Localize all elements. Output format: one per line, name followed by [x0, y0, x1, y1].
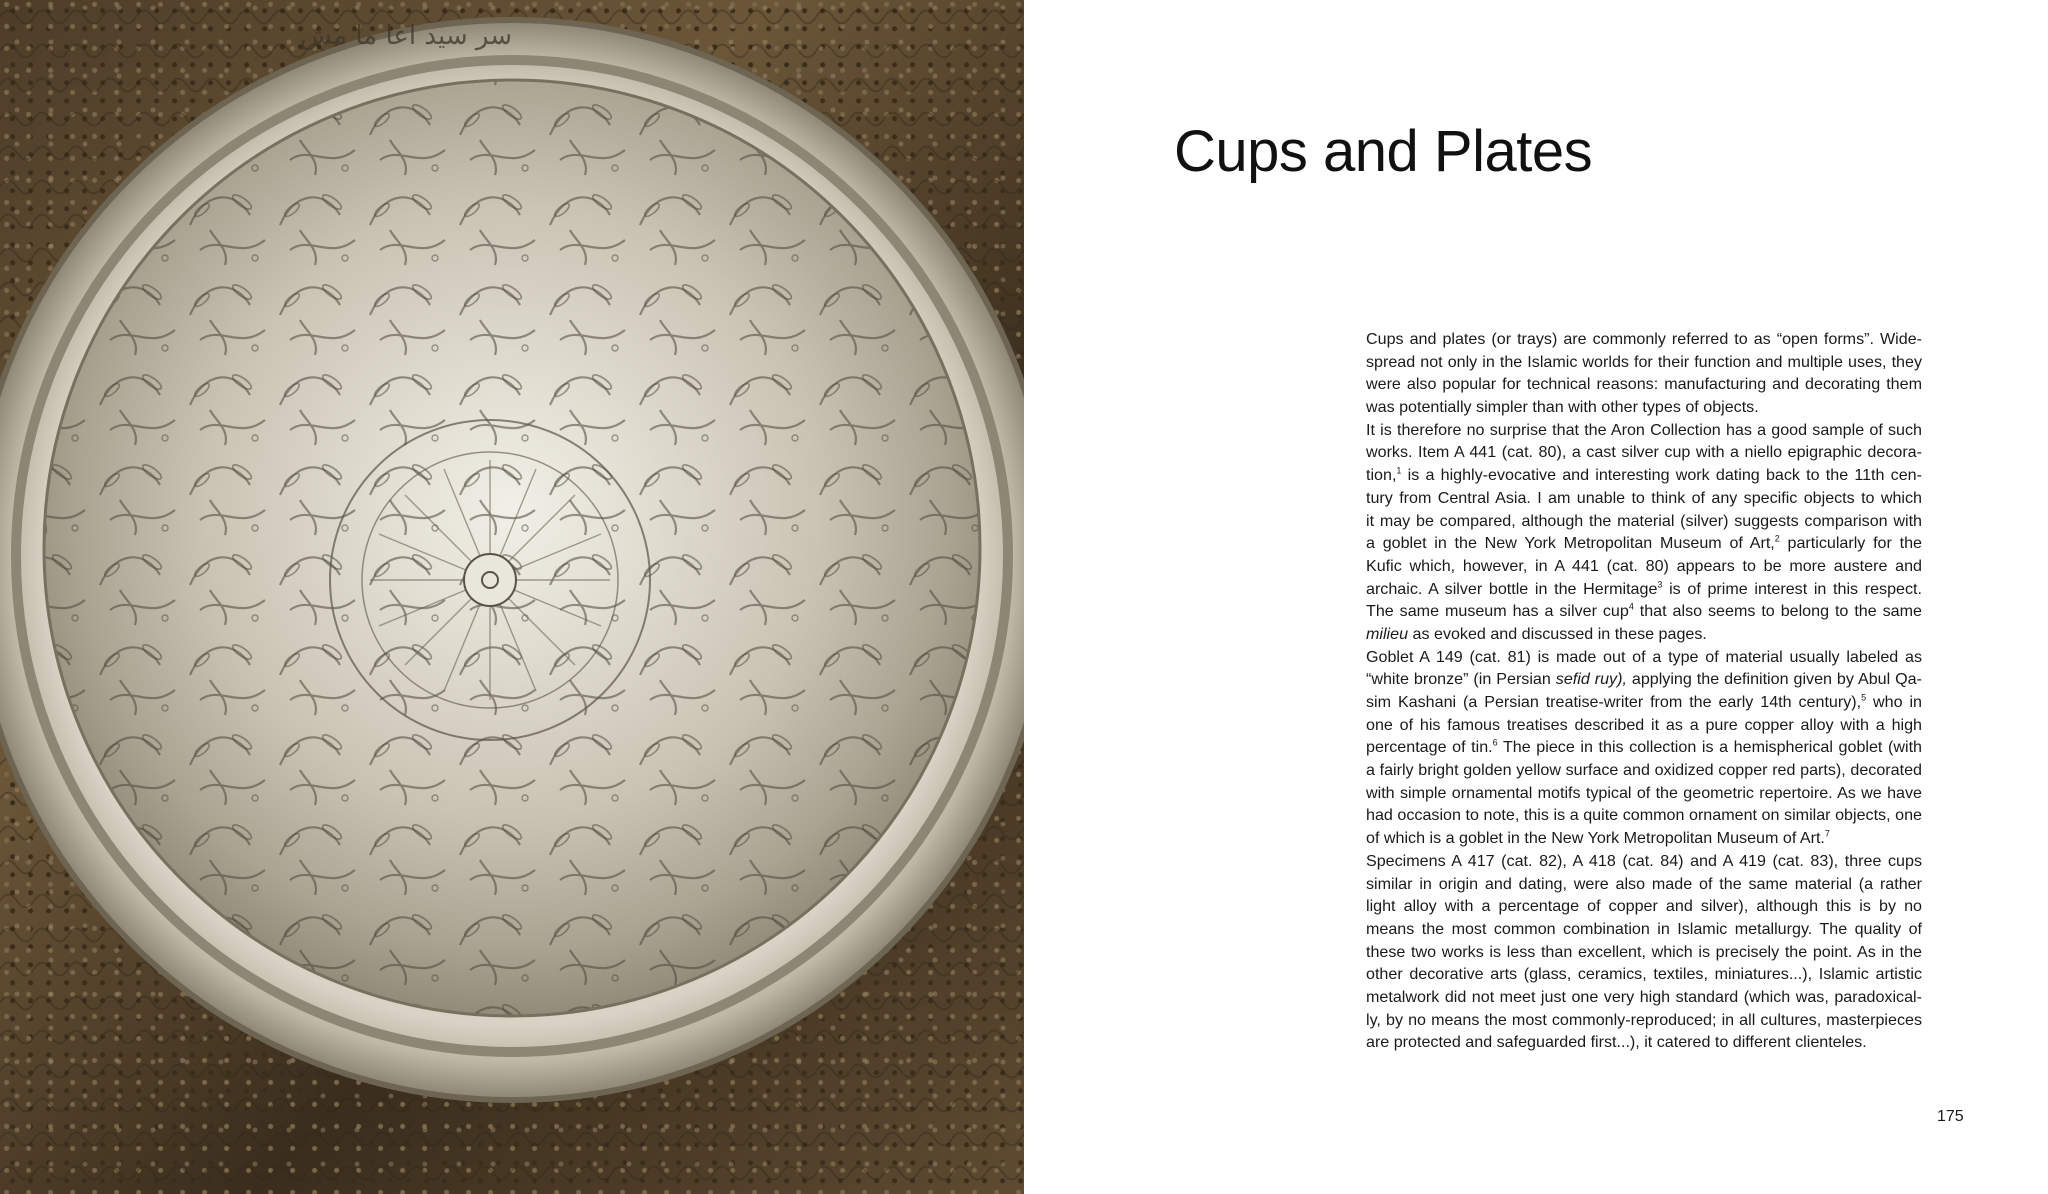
body-line [1366, 1031, 1922, 1054]
body-line [1366, 918, 1922, 941]
body-line [1366, 532, 1922, 555]
footnote-ref: 4 [1628, 601, 1634, 612]
body-line [1366, 646, 1922, 669]
body-line [1366, 351, 1922, 374]
text-run: that also seems to belong to the same [1633, 602, 1922, 621]
body-line [1366, 328, 1922, 351]
text-run: spread not only in the Islamic worlds for their function and multiple uses, they [1366, 352, 1922, 371]
body-line [1366, 804, 1922, 827]
body-line [1366, 941, 1922, 964]
body-text [1366, 328, 1922, 1054]
text-run: one of his famous treatises described it as a pure copper alloy with a high [1366, 715, 1922, 734]
body-line [1366, 464, 1922, 487]
text-run: The same museum has a silver cup [1366, 602, 1629, 621]
text-run: works. Item A 441 (cat. 80), a cast silver cup with a niello epigraphic decora- [1366, 443, 1922, 462]
text-run: is of prime interest in this respect. [1662, 579, 1922, 598]
body-line [1366, 578, 1922, 601]
text-run: metalwork did not meet just one very high standard (which was, paradoxical- [1366, 987, 1922, 1006]
body-line [1366, 487, 1922, 510]
text-run: other decorative arts (glass, ceramics, textiles, miniatures...), Islamic artistic [1366, 965, 1922, 984]
footnote-ref: 3 [1657, 579, 1663, 590]
text-run: as evoked and discussed in these pages. [1408, 624, 1707, 643]
text-run: who in [1866, 693, 1922, 711]
body-line [1366, 782, 1922, 805]
body-line [1366, 441, 1922, 464]
text-run: percentage of tin. [1366, 738, 1493, 757]
footnote-ref: 6 [1492, 738, 1498, 749]
body-line [1366, 873, 1922, 896]
text-run: archaic. A silver bottle in the Hermitage [1366, 579, 1658, 598]
footnote-ref: 2 [1774, 533, 1780, 544]
body-line [1366, 986, 1922, 1009]
text-run: had occasion to note, this is a quite common ornament on similar objects, one [1366, 806, 1922, 825]
body-line [1366, 963, 1922, 986]
text-run: is a highly-evocative and interesting work dating back to the 11th cen- [1401, 466, 1922, 485]
text-run: particularly for the [1779, 534, 1922, 553]
text-run: tury from Central Asia. I am unable to think of any specific objects to which [1366, 488, 1922, 507]
text-run: was potentially simpler than with other types of objects. [1366, 398, 1759, 417]
body-line [1366, 1009, 1922, 1032]
text-run: Kufic which, however, in A 441 (cat. 80) appears to be more austere and [1366, 556, 1922, 575]
text-run: these two works is less than excellent, which is precisely the point. As in the [1366, 942, 1922, 961]
footnote-ref: 5 [1861, 692, 1867, 703]
body-line [1366, 623, 1922, 646]
text-run: were also popular for technical reasons: manufacturing and decorating them [1366, 375, 1922, 394]
text-run: tion, [1366, 466, 1397, 485]
body-line [1366, 600, 1922, 623]
text-run: The piece in this collection is a hemispherical goblet (with [1497, 738, 1922, 757]
chapter-title: Cups and Plates [1174, 119, 1593, 184]
body-line [1366, 714, 1922, 737]
body-line [1366, 510, 1922, 533]
body-line [1366, 850, 1922, 873]
body-line [1366, 419, 1922, 442]
text-run: similar in origin and dating, were also made of the same material (a rather [1366, 874, 1922, 893]
text-run: “white bronze” (in Persian [1366, 670, 1556, 689]
italic-term: sefid ruy), [1555, 670, 1627, 689]
text-run: a goblet in the New York Metropolitan Museum of Art, [1366, 534, 1775, 553]
text-run: are protected and safeguarded first...), it catered to different clienteles. [1366, 1033, 1867, 1052]
body-line [1366, 373, 1922, 396]
body-line [1366, 736, 1922, 759]
page-number: 175 [1937, 1108, 1964, 1125]
text-run: ly, by no means the most commonly-reproduced; in all cultures, masterpieces [1366, 1010, 1922, 1029]
body-line [1366, 668, 1922, 691]
body-line [1366, 691, 1922, 714]
body-line [1366, 396, 1922, 419]
text-run: of which is a goblet in the New York Metropolitan Museum of Art. [1366, 829, 1825, 848]
text-run: It is therefore no surprise that the Aron Collection has a good sample of such [1366, 420, 1922, 439]
text-run: Specimens A 417 (cat. 82), A 418 (cat. 84) and A 419 (cat. 83), three cups [1366, 851, 1922, 870]
text-run: a fairly bright golden yellow surface and oxidized copper red parts), decorated [1366, 761, 1922, 780]
text-run: means the most common combination in Islamic metallurgy. The quality of [1366, 919, 1922, 938]
text-run: it may be compared, although the material (silver) suggests comparison with [1366, 511, 1922, 530]
text-run: light alloy with a percentage of copper and silver), although this is by no [1366, 897, 1922, 916]
italic-term: milieu [1366, 624, 1409, 643]
text-run: Cups and plates (or trays) are commonly referred to as “open forms”. Wide- [1366, 330, 1922, 348]
body-line [1366, 895, 1922, 918]
body-line [1366, 555, 1922, 578]
text-run: Goblet A 149 (cat. 81) is made out of a type of material usually labeled as [1366, 647, 1922, 666]
plate-inscription: سر سید اعا ما مش [300, 21, 513, 51]
footnote-ref: 1 [1396, 465, 1402, 476]
body-line [1366, 759, 1922, 782]
text-run: sim Kashani (a Persian treatise-writer from the early 14th century), [1366, 693, 1862, 711]
text-run: with simple ornamental motifs typical of the geometric repertoire. As we have [1366, 783, 1922, 802]
footnote-ref: 7 [1824, 828, 1830, 839]
text-run: applying the definition given by Abul Qa- [1626, 670, 1922, 689]
body-line [1366, 827, 1922, 850]
